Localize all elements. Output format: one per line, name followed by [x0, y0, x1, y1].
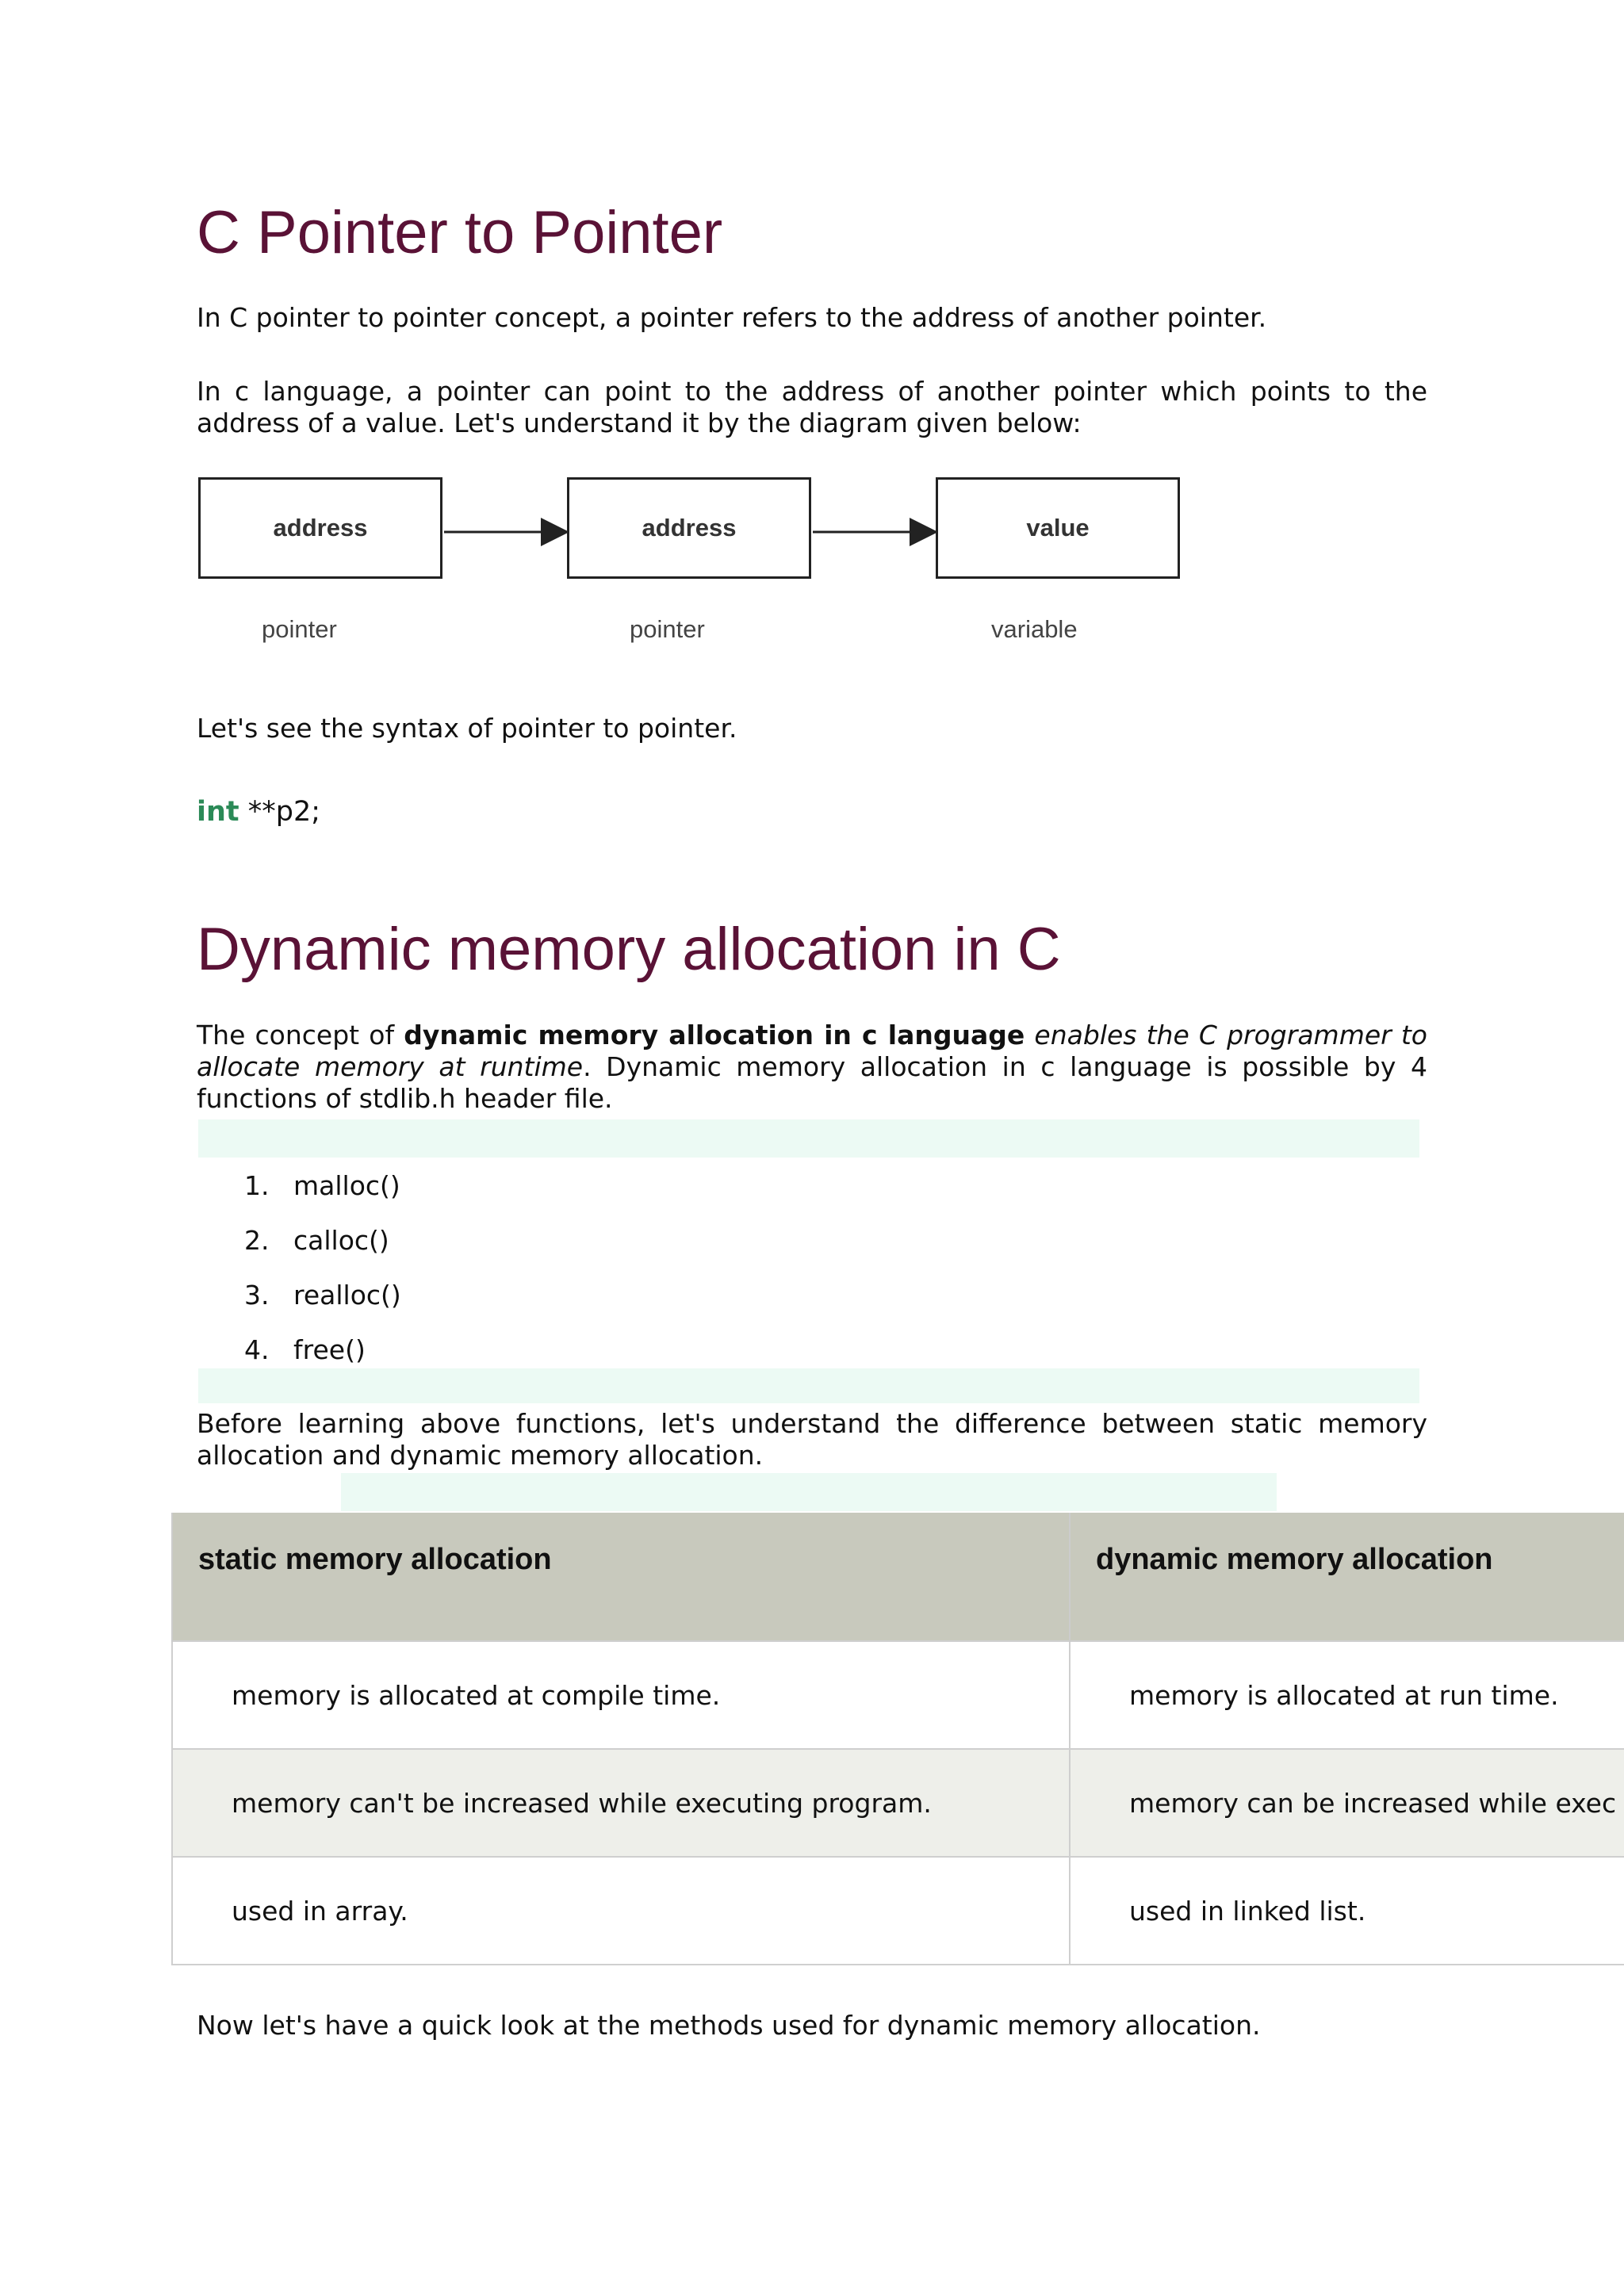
function-list — [244, 1170, 401, 1389]
table-cell: used in linked list. — [1070, 1857, 1624, 1965]
table-row — [172, 1857, 1624, 1965]
list-item: 4. free() — [244, 1334, 366, 1365]
diagram-label-pointer-2: pointer — [630, 615, 705, 643]
table-cell: memory is allocated at run time. — [1070, 1641, 1624, 1749]
table-cell: memory can be increased while exec — [1070, 1749, 1624, 1857]
table-cell: memory can't be increased while executing program. — [172, 1749, 1070, 1857]
table-row — [172, 1749, 1624, 1857]
list-item: 1. malloc() — [244, 1170, 400, 1201]
code-snippet — [197, 796, 320, 828]
intro-text: The concept of — [197, 1020, 404, 1050]
table-cell: memory is allocated at compile time. — [172, 1641, 1070, 1749]
diagram-label-pointer-1: pointer — [262, 615, 337, 643]
watermark — [341, 1473, 1277, 1511]
table-header-static: static memory allocation — [172, 1513, 1070, 1641]
table-header-dynamic: dynamic memory allocation — [1070, 1513, 1624, 1641]
detail-paragraph: In c language, a pointer can point to the address of another pointer which points to the address of a value. Let's understand it by the diagram given below: — [197, 376, 1427, 438]
table-row — [172, 1641, 1624, 1749]
diagram-box-pointer-2: address — [567, 477, 811, 579]
intro-text-2: . Dynamic memory allocation in c language is possible by 4 functions of stdlib.h header file. — [197, 1051, 1427, 1114]
list-item: 2. calloc() — [244, 1225, 389, 1256]
dynamic-intro-paragraph — [197, 1020, 1427, 1115]
closing-paragraph: Now let's have a quick look at the methods used for dynamic memory allocation. — [197, 2010, 1261, 2041]
code-rest: **p2; — [239, 796, 321, 828]
list-item: 3. realloc() — [244, 1280, 401, 1311]
intro-paragraph: In C pointer to pointer concept, a pointer refers to the address of another pointer. — [197, 302, 1267, 333]
pointer-diagram — [197, 477, 1228, 668]
diagram-label-variable: variable — [991, 615, 1078, 643]
syntax-intro: Let's see the syntax of pointer to pointer. — [197, 713, 737, 744]
table-header-row — [172, 1513, 1624, 1641]
comparison-table — [171, 1513, 1624, 1965]
code-keyword: int — [197, 796, 239, 828]
table-cell: used in array. — [172, 1857, 1070, 1965]
diagram-box-pointer-1: address — [198, 477, 442, 579]
intro-bold: dynamic memory allocation in c language — [404, 1020, 1025, 1050]
section-title-pointer-to-pointer: C Pointer to Pointer — [197, 199, 723, 266]
intro-italic: enables the C programmer to allocate memory at runtime — [197, 1020, 1427, 1082]
section-title-dynamic-memory: Dynamic memory allocation in C — [197, 916, 1061, 983]
watermark — [198, 1119, 1419, 1158]
before-table-paragraph: Before learning above functions, let's understand the difference between static memory allocation and dynamic memory allocation. — [197, 1408, 1427, 1471]
diagram-box-value: value — [936, 477, 1180, 579]
